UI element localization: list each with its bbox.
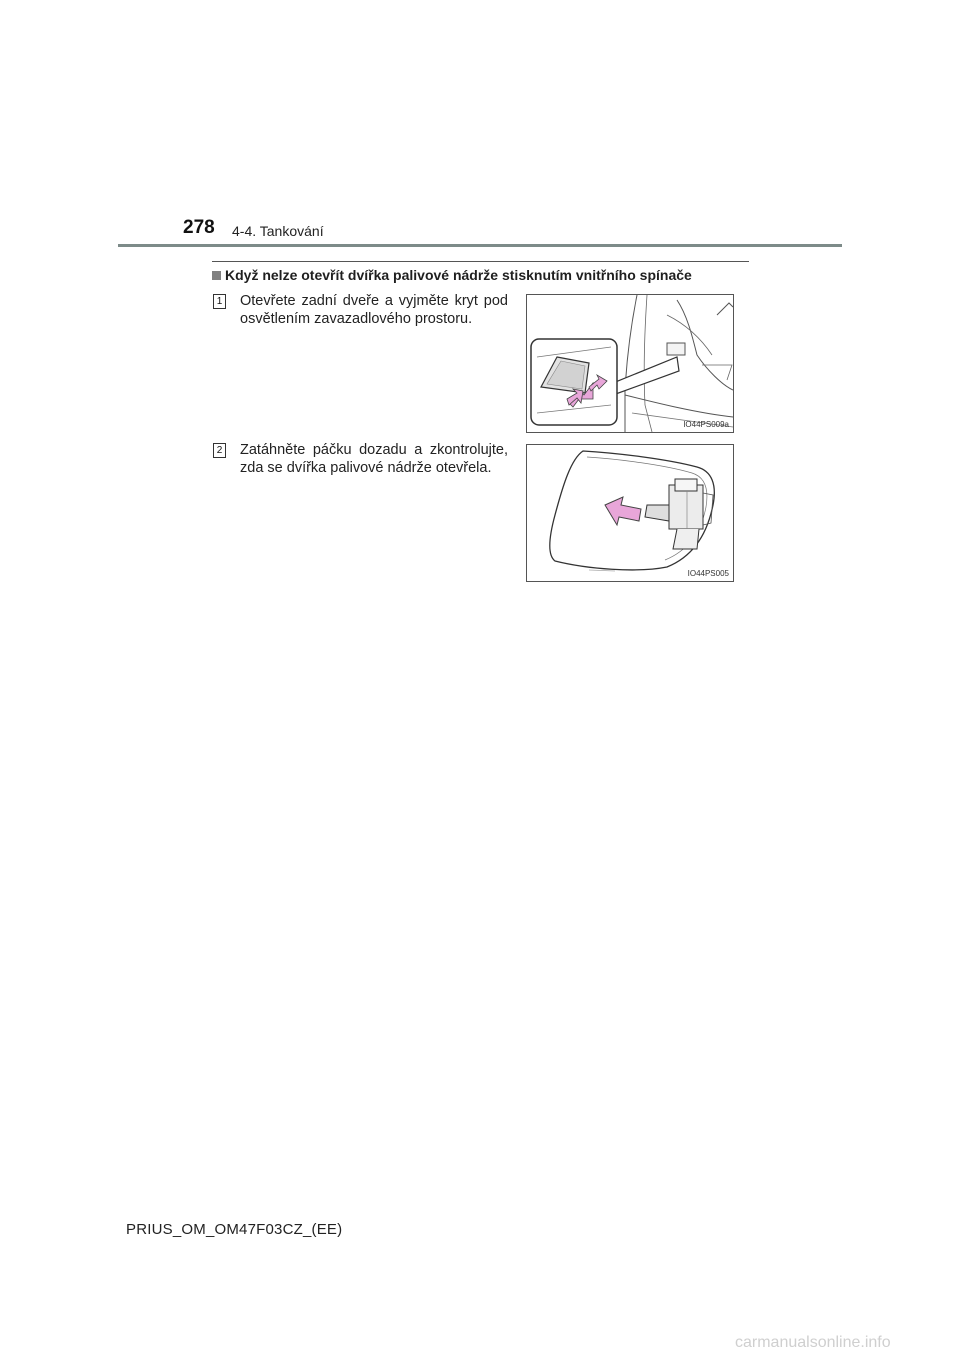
step-number-2: 2 — [213, 443, 226, 458]
lever-illustration — [527, 445, 733, 581]
step-text-2: Zatáhněte páčku dozadu a zkontrolujte, zda se dvířka palivové nádrže otevřela. — [240, 442, 508, 476]
figure-code-2: IO44PS005 — [687, 569, 729, 578]
footer-document-code: PRIUS_OM_OM47F03CZ_(EE) — [126, 1221, 343, 1238]
subheading-text: Když nelze otevřít dvířka palivové nádrže stisknutím vnitřního spínače — [225, 267, 692, 283]
step-number-1: 1 — [213, 294, 226, 309]
page-number: 278 — [183, 217, 215, 238]
step-text-1: Otevřete zadní dveře a vyjměte kryt pod osvětlením zavazadlového prostoru. — [240, 293, 508, 327]
header-rule — [118, 244, 842, 247]
figure-fuel-lever — [526, 444, 734, 582]
figure-code-1: IO44PS009a — [683, 420, 729, 429]
trunk-illustration — [527, 295, 733, 432]
figure-trunk-cover — [526, 294, 734, 433]
subheading-rule — [212, 261, 749, 262]
watermark: carmanualsonline.info — [735, 1334, 891, 1351]
section-title: 4-4. Tankování — [232, 223, 324, 239]
subheading — [212, 267, 692, 283]
square-bullet-icon — [212, 271, 221, 280]
